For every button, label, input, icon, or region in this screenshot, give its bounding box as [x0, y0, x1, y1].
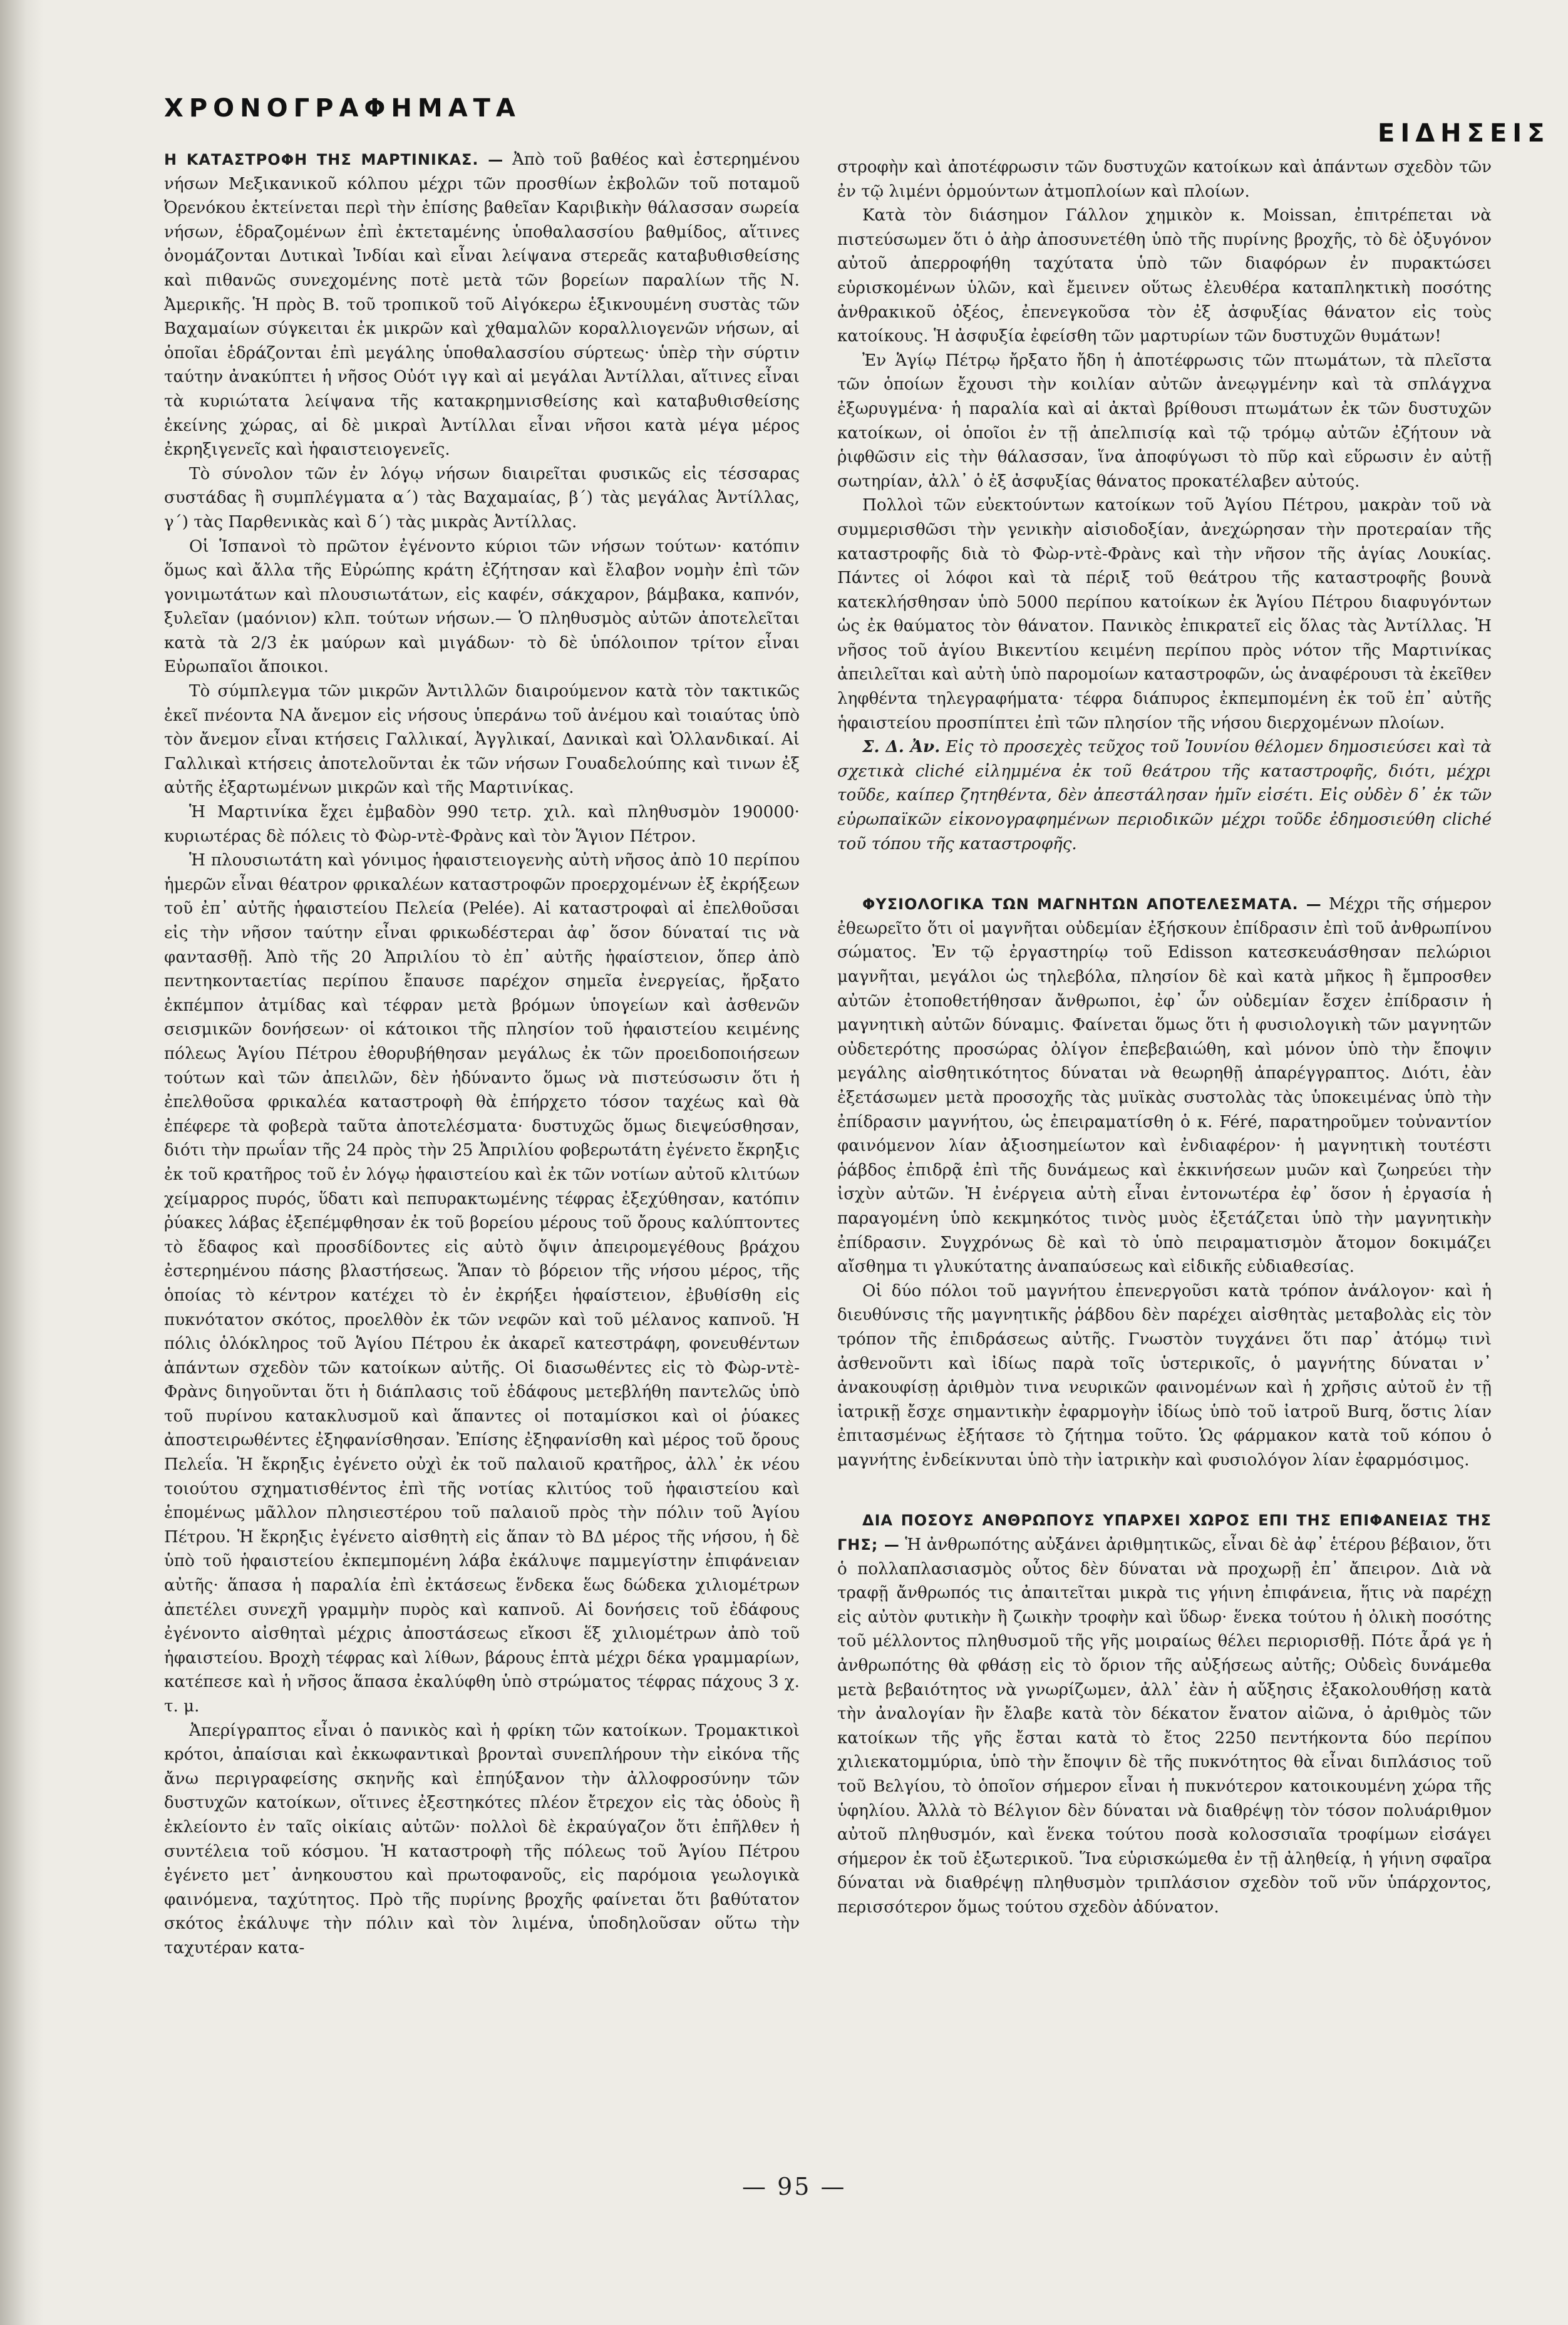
- running-head-left: ΧΡΟΝΟΓΡΑΦΗΜΑΤΑ: [164, 94, 521, 123]
- article-population-intro: [837, 1508, 1492, 1919]
- paragraph: Ἡ Μαρτινίκα ἔχει ἐμβαδὸν 990 τετρ. χιλ. καὶ πληθυσμὸν 190000· κυριωτέρας δὲ πόλεις τὸ Φὼρ-ντὲ-Φρὰνς καὶ τὸν Ἅγιον Πέτρον.: [164, 803, 800, 846]
- section-gap: [837, 856, 1492, 892]
- section-gap: [837, 1472, 1492, 1508]
- paragraph: στροφὴν καὶ ἀποτέφρωσιν τῶν δυστυχῶν κατοίκων καὶ ἁπάντων σχεδὸν τῶν ἐν τῷ λιμένι ὁρμούντων ἀτμοπλοίων καὶ πλοίων.: [837, 158, 1492, 201]
- editor-note: [837, 735, 1492, 856]
- page-number: — 95 —: [742, 2173, 847, 2200]
- page-gutter-shadow: [0, 0, 44, 2325]
- paragraph: Μέχρι τῆς σήμερον ἐθεωρεῖτο ὅτι οἱ μαγνῆται οὐδεμίαν ἐξήσκουν ἐπίδρασιν ἐπὶ τοῦ ἀνθρωπίνου σώματος. Ἐν τῷ ἐργαστηρίῳ τοῦ Edisson κατεσκευάσθησαν πελώριοι μαγνῆται, μεγάλοι ὡς τηλεβόλα, πλησίον δὲ καὶ κατὰ μῆκος ἢ ἔμπροσθεν αὐτῶν ἐτοποθετήθησαν ἄνθρωποι, ἐφ᾿ ὧν οὐδεμίαν ἔσχεν ἐπίδρασιν ἡ μαγνητικὴ αὐτῶν δύναμις. Φαίνεται ὅμως ὅτι ἡ φυσιολογικὴ τῶν μαγνητῶν οὐδετερότης προσώρας ὀλίγον ἐπεβεβαιώθη, καὶ μόνον ὑπὸ τὴν ἔποψιν μεγάλης αἰσθητικότητος δύναται νὰ θεωρηθῇ ἀπαρέγγραπτος. Διότι, ἐὰν ἐξετάσωμεν μετὰ προσοχῆς τὰς μυϊκὰς συστολὰς τὰς ὑποκειμένας ὑπὸ τὴν ἐπίδρασιν μαγνήτου, ὡς ἐπειραματίσθη ὁ κ. Féré, παρατηροῦμεν τοὐναντίον φαινόμενον λίαν ἀξιοσημείωτον καὶ ἐνδιαφέρον· ἡ μαγνητικὴ τουτέστι ῥάβδος ἐπιδρᾷ ἐπὶ τῆς δυνάμεως καὶ ἐκκινήσεων μυῶν καὶ ζωηρεύει τὴν ἰσχὺν αὐτῶν. Ἡ ἐνέργεια αὐτὴ εἶναι ἐντονωτέρα ἐφ᾿ ὅσον ἡ ἐργασία ἡ παραγομένη ὑπὸ κεκμηκότος τινὸς μυὸς ἐξετάζεται ὑπὸ τὴν μαγνητικὴν ἐπίδρασιν. Συγχρόνως δὲ καὶ τὸ ὑπὸ πειραματισμὸν ἄτομον δοκιμάζει αἴσθημα τι γλυκύτατης ἀναπαύσεως καὶ εἰδικῆς εὐδιαθεσίας.: [837, 895, 1492, 1277]
- paragraph: Κατὰ τὸν διάσημον Γάλλον χημικὸν κ. Moissan, ἐπιτρέπεται νὰ πιστεύσωμεν ὅτι ὁ ἀὴρ ἀποσυνετέθη ὑπὸ τῆς πυρίνης βροχῆς, τὸ δὲ ὀξυγόνον αὐτοῦ ἀπερροφήθη ταχύτατα ὑπὸ τῶν διαφόρων ἐν πυρακτώσει εὑρισκομένων ὑλῶν, καὶ ἔμεινεν οὕτως ἐλευθέρα καταπληκτικὴ ποσότης ἀνθρακικοῦ ὀξέος, ἐπενεγκοῦσα τὸν ἐξ ἀσφυξίας θάνατον εἰς τοὺς κατοίκους. Ἡ ἀσφυξία ἐφείσθη τῶν μαρτυρίων τῶν δυστυχῶν θυμάτων!: [837, 206, 1492, 346]
- left-column: [164, 148, 800, 1961]
- paragraph: Ἀπὸ τοῦ βαθέος καὶ ἐστερημένου νήσων Μεξικανικοῦ κόλπου μέχρι τῶν προσθίων ἐκβολῶν τοῦ ποταμοῦ Ὀρενόκου ἐκτείνεται περὶ τὴν ἐπίσης βαθεῖαν Καριβικὴν θάλασσαν σωρεία νήσων, ἑδραζομένων ἐπὶ ἐκτεταμένης ὑποθαλασσίου βαθμίδος, αἵτινες ὀνομάζονται Δυτικαὶ Ἰνδίαι καὶ εἶναι λείψανα στερεᾶς καταβυθισθείσης καὶ πιθανῶς συνεχομένης ποτὲ μετὰ τῶν βορείων παραλίων τῆς Ν. Ἀμερικῆς. Ἡ πρὸς Β. τοῦ τροπικοῦ τοῦ Αἰγόκερω ἑξικνουμένη συστὰς τῶν Βαχαμαίων σύγκειται ἐκ μικρῶν καὶ χθαμαλῶν κοραλλιογενῶν νήσων, αἱ ὁποῖαι ἑδράζονται ἐπὶ μεγάλης ὑποθαλασσίου σύρτεως· ὑπὲρ τὴν σύρτιν ταύτην ἀνακύπτει ἡ νῆσος Οὐότ ιγγ καὶ αἱ μεγάλαι Ἀντίλλαι, αἵτινες εἶναι τὰ κυριώτατα λείψανα τῆς κατακρημνισθείσης καὶ καταβυθισθείσης ἐκείνης χώρας, αἱ δὲ μικραὶ Ἀντίλλαι εἶναι νῆσοι κατὰ μέγα μέρος ἐκρηξιγενεῖς καὶ ἡφαιστειογενεῖς.: [164, 150, 800, 460]
- right-column: [837, 155, 1492, 1920]
- paragraph: Ἐν Ἁγίῳ Πέτρῳ ἤρξατο ἤδη ἡ ἀποτέφρωσις τῶν πτωμάτων, τὰ πλεῖστα τῶν ὁποίων ἔχουσι τὴν κοιλίαν αὐτῶν ἀνεῳγμένην καὶ τὰ σπλάγχνα ἐξωρυγμένα· ἡ παραλία καὶ αἱ ἀκταὶ βρίθουσι πτωμάτων ἐκ τῶν δυστυχῶν κατοίκων, οἱ ὁποῖοι ἐν τῇ ἀπελπισίᾳ καὶ τῷ τρόμῳ αὐτῶν ἐζήτουν νὰ ῥιφθῶσιν εἰς τὴν θάλασσαν, ἵνα ἀποφύγωσι τὸ πῦρ καὶ εὕρωσιν ἐν αὐτῇ σωτηρίαν, ἀλλ᾿ ὁ ἐξ ἀσφυξίας θάνατος προκατέλαβεν αὐτούς.: [837, 351, 1492, 491]
- paragraph: Ἀπερίγραπτος εἶναι ὁ πανικὸς καὶ ἡ φρίκη τῶν κατοίκων. Τρομακτικοὶ κρότοι, ἀπαίσιαι καὶ ἐκκωφαντικαὶ βρονταὶ συνεπλήρουν τὴν εἰκόνα τῆς ἄνω περιγραφείσης σκηνῆς καὶ ἐπηύξανον τὴν ἀλλοφροσύνην τῶν δυστυχῶν κατοίκων, οἵτινες ἐξεστηκότες πλέον ἔτρεχον εἰς τὰς ὁδοὺς ἢ ἐκλείοντο ἐν ταῖς οἰκίαις αὐτῶν· πολλοὶ δὲ ἐκραύγαζον ὅτι ἐπῆλθεν ἡ συντέλεια τοῦ κόσμου. Ἡ καταστροφὴ τῆς πόλεως τοῦ Ἁγίου Πέτρου ἐγένετο μετ᾿ ἀνηκουστου καὶ πρωτοφανοῦς, εἰς παρόμοια γεωλογικὰ φαινόμενα, ταχύτητος. Πρὸ τῆς πυρίνης βροχῆς φαίνεται ὅτι βαθύτατον σκότος ἐκάλυψε τὴν πόλιν καὶ τὸν λιμένα, ὑποδηλοῦσαν οὕτω τὴν ταχυτέραν κατα-: [164, 1721, 800, 1957]
- article-magnets-intro: [837, 892, 1492, 1279]
- paragraph: Πολλοὶ τῶν εὐεκτούντων κατοίκων τοῦ Ἁγίου Πέτρου, μακρὰν τοῦ νὰ συμμερισθῶσι τὴν γενικὴν αἰσιοδοξίαν, ἀνεχώρησαν τὴν προτεραίαν τῆς καταστροφῆς διὰ τὸ Φὼρ-ντὲ-Φρὰνς καὶ τὴν νῆσον τῆς ἁγίας Λουκίας. Πάντες οἱ λόφοι καὶ τὰ πέριξ τοῦ θεάτρου τῆς καταστροφῆς βουνὰ κατεκλήσθησαν ὑπὸ 5000 περίπου κατοίκων ἐκ Ἁγίου Πέτρου διαφυγόντων ὡς ἐκ θαύματος τὸν θάνατον. Πανικὸς ἐπικρατεῖ εἰς ὅλας τὰς Ἀντίλλας. Ἡ νῆσος τοῦ ἁγίου Βικεντίου κειμένη περίπου πρὸς νότον τῆς Μαρτινίκας ἀπειλεῖται καὶ αὐτὴ ὑπὸ παρομοίων καταστροφῶν, ὡς ἀναφέρουσι τὰ ἐκεῖθεν ληφθέντα τηλεγραφήματα· τέφρα διάπυρος ἐκπεμπομένη ἐκ τοῦ ἐπ᾿ αὐτῆς ἡφαιστείου προσπίπτει ἐπὶ τῶν πλησίον τῆς νήσου διερχομένων πλοίων.: [837, 496, 1492, 733]
- editor-note-text: Εἰς τὸ προσεχὲς τεῦχος τοῦ Ἰουνίου θέλομεν δημοσιεύσει καὶ τὰ σχετικὰ cliché εἰλημμένα ἐκ τοῦ θεάτρου τῆς καταστροφῆς, διότι, μέχρι τοῦδε, καίπερ ζητηθέντα, δὲν ἀπεστάλησαν ἡμῖν εἰσέτι. Εἰς οὐδὲν δ᾿ ἐκ τῶν εὐρωπαϊκῶν εἰκονογραφημένων περιοδικῶν μέχρι τοῦδε ἐδημοσιεύθη cliché τοῦ τόπου τῆς καταστροφῆς.: [837, 738, 1492, 853]
- paragraph: Τὸ σύμπλεγμα τῶν μικρῶν Ἀντιλλῶν διαιρούμενον κατὰ τὸν τακτικῶς ἐκεῖ πνέοντα ΝΑ ἄνεμον εἰς νήσους ὑπεράνω τοῦ ἀνέμου καὶ τοιαύτας ὑπὸ τὸν ἄνεμον εἶναι κτήσεις Γαλλικαί, Ἀγγλικαί, Δανικαὶ καὶ Ὁλλανδικαί. Αἱ Γαλλικαὶ κτήσεις ἀποτελοῦνται ἐκ τῶν νήσων Γουαδελούπης καὶ τινων ἐξ αὐτῆς ἐξαρτωμένων μικρῶν καὶ τῆς Μαρτινίκας.: [164, 682, 800, 798]
- paragraph: Τὸ σύνολον τῶν ἐν λόγῳ νήσων διαιρεῖται φυσικῶς εἰς τέσσαρας συστάδας ἢ συμπλέγματα α΄) τὰς Βαχαμαίας, β΄) τὰς μεγάλας Ἀντίλλας, γ΄) τὰς Παρθενικὰς καὶ δ΄) τὰς μικρὰς Ἀντίλλας.: [164, 464, 800, 532]
- paragraph: Ἡ πλουσιωτάτη καὶ γόνιμος ἡφαιστειογενὴς αὐτὴ νῆσος ἀπὸ 10 περίπου ἡμερῶν εἶναι θέατρον φρικαλέων καταστροφῶν προερχομένων ἐξ ἐκρήξεων τοῦ ἐπ᾿ αὐτῆς ἡφαιστείου Πελεία (Pelée). Αἱ καταστροφαὶ αἱ ἐπελθοῦσαι εἰς τὴν νῆσον ταύτην εἶναι φρικωδέστεραι ἀφ᾿ ὅσον δύναταί τις νὰ φαντασθῇ. Ἀπὸ τῆς 20 Ἀπριλίου τὸ ἐπ᾿ αὐτῆς ἡφαίστειον, ὅπερ ἀπὸ πεντηκονταετίας περίπου ἔπαυσε παρέχον σημεῖα ἐνεργείας, ἤρξατο ἐκπέμπον ἀτμίδας καὶ τέφραν μετὰ βρόμων ὑπογείων καὶ ἀσθενῶν σεισμικῶν δονήσεων· οἱ κάτοικοι τῆς πλησίον τοῦ ἡφαιστείου κειμένης πόλεως Ἁγίου Πέτρου ἐθορυβήθησαν μεγάλως ἐκ τῶν προειδοποιήσεων τούτων καὶ τῶν ἀπειλῶν, δὲν ἠδύναντο ὅμως νὰ πιστεύσωσιν ὅτι ἡ ἐπελθοῦσα φρικαλέα καταστροφὴ θὰ ἐπήρχετο τόσον ταχέως καὶ θὰ ἐπέφερε τὰ φοβερὰ ταῦτα ἀποτελέσματα· δυστυχῶς ὅμως διεψεύσθησαν, διότι τὴν πρωΐαν τῆς 24 πρὸς τὴν 25 Ἀπριλίου φοβερωτάτη ἐγένετο ἔκρηξις ἐκ τοῦ κρατῆρος τοῦ ἐν λόγῳ ἡφαιστείου καὶ ἐκ τῶν νοτίων αὐτοῦ κλιτύων χείμαρρος πυρός, ὕδατι καὶ πεπυρακτωμένης τέφρας ἐξεχύθησαν, κατόπιν ῥύακες λάβας ἐξεπέμφθησαν ἐκ τοῦ βορείου μέρους τοῦ ὄρους καλύπτοντες τὸ ἔδαφος καὶ προσδίδοντες εἰς αὐτὸ ὄψιν ἀπειρομεγέθους βράχου ἐστερημένου πάσης βλαστήσεως. Ἅπαν τὸ βόρειον τῆς νήσου μέρος, τῆς ὁποίας τὸ κέντρον κατέχει τὸ ἐν ἐκρήξει ἡφαίστειον, ἐβυθίσθη εἰς πυκνότατον σκότος, προελθὸν ἐκ τῶν νεφῶν καὶ τοῦ μέλανος καπνοῦ. Ἡ πόλις ὁλόκληρος τοῦ Ἁγίου Πέτρου ἐκ ἀκαρεῖ κατεστράφη, φονευθέντων ἁπάντων σχεδὸν τῶν κατοίκων αὐτῆς. Οἱ διασωθέντες εἰς τὸ Φὼρ-ντὲ-Φρὰνς διηγοῦνται ὅτι ἡ διάπλασις τοῦ ἐδάφους μετεβλήθη παντελῶς ὑπὸ τοῦ πυρίνου κατακλυσμοῦ καὶ ἅπαντες οἱ ποταμίσκοι καὶ οἱ ῥύακες ἀποστειρωθέντες ἐξηφανίσθησαν. Ἐπίσης ἐξηφανίσθη καὶ μέρος τοῦ ὄρους Πελεΐα. Ἡ ἔκρηξις ἐγένετο οὐχὶ ἐκ τοῦ παλαιοῦ κρατῆρος, ἀλλ᾿ ἐκ νέου τοιούτου σχηματισθέντος ἐπὶ τῆς νοτίας κλιτύος τοῦ ἡφαιστείου καὶ ἑπομένως μᾶλλον πλησιεστέρου τοῦ παλαιοῦ πρὸς τὴν πόλιν τοῦ Ἁγίου Πέτρου. Ἡ ἔκρηξις ἐγένετο αἰσθητὴ εἰς ἅπαν τὸ ΒΔ μέρος τῆς νήσου, ἡ δὲ ὑπὸ τοῦ ἡφαιστείου ἐκπεμπομένη λάβα ἐκάλυψε παμμεγίστην ἐπιφάνειαν αὐτῆς· ἅπασα ἡ παραλία ἐπὶ ἐκτάσεως ἕνδεκα ἕως δώδεκα χιλιομέτρων ἀπετέλει συνεχῆ γραμμὴν πυρὸς καὶ καπνοῦ. Αἱ δονήσεις τοῦ ἐδάφους ἐγένοντο αἰσθηταὶ μέχρις ἀποστάσεως εἴκοσι ἕξ χιλιομέτρων ἀπὸ τοῦ ἡφαιστείου. Βροχὴ τέφρας καὶ λίθων, βάρους ἑπτὰ μέχρι δέκα γραμμαρίων, κατέπεσε καὶ ἡ νῆσος ἅπασα ἐκαλύφθη ὑπὸ στρώματος τέφρας πάχους 3 χ. τ. μ.: [164, 851, 800, 1716]
- article-heading-population: ΔΙΑ ΠΟΣΟΥΣ ΑΝΘΡΩΠΟΥΣ ΥΠΑΡΧΕΙ ΧΩΡΟΣ ΕΠΙ ΤΗΣ ΕΠΙΦΑΝΕΙΑΣ ΤΗΣ ΓΗΣ; —: [837, 1512, 1492, 1554]
- article-heading-martinique: Η ΚΑΤΑΣΤΡΟΦΗ ΤΗΣ ΜΑΡΤΙΝΙΚΑΣ. —: [164, 151, 504, 168]
- article-heading-magnets: ΦΥΣΙΟΛΟΓΙΚΑ ΤΩΝ ΜΑΓΝΗΤΩΝ ΑΠΟΤΕΛΕΣΜΑΤΑ. —: [862, 895, 1322, 914]
- paragraph: Οἱ δύο πόλοι τοῦ μαγνήτου ἐπενεργοῦσι κατὰ τρόπον ἀνάλογον· καὶ ἡ διευθύνσις τῆς μαγνητικῆς ῥάβδου δὲν παρέχει αἰσθητὰς μεταβολὰς εἰς τὸν τρόπον τῆς ἐπιδράσεως αὐτῆς. Γνωστὸν τυγχάνει ὅτι παρ᾿ ἀτόμῳ τινὶ ἀσθενοῦντι καὶ ἰδίως παρὰ τοῖς ὑστερικοῖς, ὁ μαγνήτης δύναται ν᾿ ἀνακουφίσῃ ἀριθμὸν τινα νευρικῶν φαινομένων καὶ ἡ χρῆσις αὐτοῦ ἐν τῇ ἰατρικῇ ἔσχε σημαντικὴν ἐφαρμογὴν ἰδίως ὑπὸ τοῦ ἰατροῦ Burq, ὅστις λίαν ἐπιτασμένως ἐξήτασε τὸ ζήτημα τοῦτο. Ὡς φάρμακον κατὰ τοῦ κόπου ὁ μαγνήτης ἐνδείκνυται ὑπὸ τὴν ἰατρικὴν καὶ φυσιολόγον λίαν ἐφαρμόσιμος.: [837, 1281, 1492, 1470]
- editor-signature: Σ. Δ. Ἀν.: [862, 737, 941, 757]
- paragraph: Οἱ Ἱσπανοὶ τὸ πρῶτον ἐγένοντο κύριοι τῶν νήσων τούτων· κατόπιν ὅμως καὶ ἄλλα τῆς Εὐρώπης κράτη ἐζήτησαν καὶ ἔλαβον νομὴν ἐπὶ τῶν γονιμωτάτων καὶ πλουσιωτάτων, εἰς καφέν, σάκχαρον, βάμβακα, καπνόν, ξυλεῖαν (μαόνιον) κλπ. τούτων νήσων.— Ὁ πληθυσμὸς αὐτῶν ἀποτελεῖται κατὰ τὰ 2/3 ἐκ μαύρων καὶ μιγάδων· τὸ δὲ ὑπόλοιπον τρίτον εἶναι Εὐρωπαῖοι ἄποικοι.: [164, 537, 800, 677]
- paragraph: Ἡ ἀνθρωπότης αὐξάνει ἀριθμητικῶς, εἶναι δὲ ἀφ᾿ ἑτέρου βέβαιον, ὅτι ὁ πολλαπλασιασμὸς οὗτος δὲν δύναται νὰ προχωρῇ ἐπ᾿ ἄπειρον. Διὰ νὰ τραφῇ ἄνθρωπός τις ἀπαιτεῖται μικρὰ τις γήινη ἐπιφάνεια, ἥτις νὰ παρέχῃ εἰς αὐτὸν φυτικὴν ἢ ζωικὴν τροφὴν καὶ ὕδωρ· ἕνεκα τούτου ἡ ὀλικὴ ποσότης τοῦ μέλλοντος πληθυσμοῦ τῆς γῆς μοιραίως θέλει περιορισθῇ. Πότε ἆρά γε ἡ ἀνθρωπότης θὰ φθάσῃ εἰς τὸ ὅριον τῆς αὐξήσεως αὐτῆς; Οὐδεὶς δυνάμεθα μετὰ βεβαιότητος νὰ γνωρίζωμεν, ἀλλ᾿ ἐὰν ἡ αὔξησις ἐξακολουθήσῃ κατὰ τὴν ἀναλογίαν ἣν ἔλαβε κατὰ τὸν δέκατον ἔνατον αἰῶνα, ὁ ἀριθμὸς τῶν κατοίκων τῆς γῆς ἔσται κατὰ τὸ ἔτος 2250 πεντήκοντα δύο περίπου χιλιεκατομμύρια, ὑπὸ τὴν ἔποψιν δὲ τῆς πυκνότητος θὰ εἶναι διπλάσιος τοῦ τοῦ Βελγίου, τὸ ὁποῖον σήμερον εἶναι ἡ πυκνότερον κατοικουμένη χώρα τῆς ὑφηλίου. Ἀλλὰ τὸ Βέλγιον δὲν δύναται νὰ διαθρέψῃ τὸν τόσον πολυάριθμον αὐτοῦ πληθυσμόν, καὶ ἕνεκα τούτου ποσὰ κολοσσιαῖα τροφίμων εἰσάγει σήμερον ἐκ τοῦ ἐξωτερικοῦ. Ἵνα εὑρισκώμεθα ἐν τῇ ἀληθείᾳ, ἡ γήινη σφαῖρα δύναται νὰ διαθρέψῃ πληθυσμὸν τριπλάσιον σχεδὸν τοῦ νῦν ὑπάρχοντος, περισσότερον ὅμως τούτου σχεδὸν ἀδύνατον.: [837, 1535, 1492, 1917]
- article-martinique-intro: [164, 148, 800, 462]
- running-head-right: ΕΙΔΗΣΕΙΣ: [1378, 119, 1550, 148]
